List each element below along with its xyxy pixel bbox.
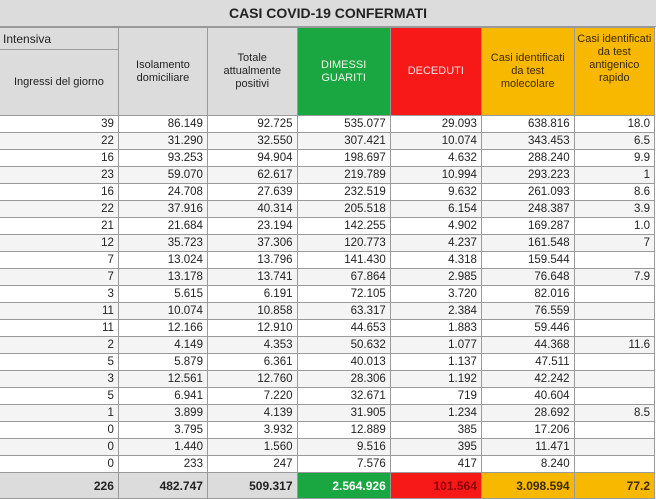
cell-molecolare: 261.093 <box>481 184 574 201</box>
cell-molecolare: 42.242 <box>481 371 574 388</box>
cell-dimessi: 31.905 <box>297 405 390 422</box>
cell-antigenico <box>574 439 654 456</box>
cell-antigenico: 18.0 <box>574 116 654 133</box>
covid-cases-table <box>0 27 655 499</box>
table-row <box>0 218 655 235</box>
cell-deceduti: 1.192 <box>390 371 481 388</box>
cell-deceduti: 1.883 <box>390 320 481 337</box>
cell-ingressi: 11 <box>0 303 118 320</box>
cell-positivi: 12.910 <box>207 320 297 337</box>
total-positivi: 509.317 <box>207 473 297 499</box>
cell-antigenico: 1 <box>574 167 654 184</box>
cell-isolamento: 12.166 <box>118 320 207 337</box>
cell-antigenico: 6.5 <box>574 133 654 150</box>
cell-molecolare: 638.816 <box>481 116 574 133</box>
cell-deceduti: 2.384 <box>390 303 481 320</box>
cell-deceduti: 3.720 <box>390 286 481 303</box>
cell-isolamento: 1.440 <box>118 439 207 456</box>
cell-positivi: 23.194 <box>207 218 297 235</box>
table-row <box>0 337 655 354</box>
cell-deceduti: 395 <box>390 439 481 456</box>
cell-ingressi: 16 <box>0 150 118 167</box>
cell-molecolare: 288.240 <box>481 150 574 167</box>
cell-positivi: 6.361 <box>207 354 297 371</box>
cell-dimessi: 232.519 <box>297 184 390 201</box>
total-molecolare: 3.098.594 <box>481 473 574 499</box>
cell-dimessi: 28.306 <box>297 371 390 388</box>
table-row <box>0 405 655 422</box>
cell-positivi: 4.139 <box>207 405 297 422</box>
cell-deceduti: 10.994 <box>390 167 481 184</box>
cell-dimessi: 219.789 <box>297 167 390 184</box>
cell-isolamento: 6.941 <box>118 388 207 405</box>
cell-positivi: 37.306 <box>207 235 297 252</box>
cell-deceduti: 6.154 <box>390 201 481 218</box>
table-row <box>0 439 655 456</box>
intensiva-group-header: Intensiva <box>0 28 118 50</box>
cell-dimessi: 44.653 <box>297 320 390 337</box>
cell-antigenico: 3.9 <box>574 201 654 218</box>
table-row <box>0 286 655 303</box>
cell-isolamento: 3.899 <box>118 405 207 422</box>
table-row <box>0 150 655 167</box>
cell-molecolare: 82.016 <box>481 286 574 303</box>
cell-positivi: 40.314 <box>207 201 297 218</box>
cell-ingressi: 1 <box>0 405 118 422</box>
cell-ingressi: 3 <box>0 286 118 303</box>
cell-antigenico <box>574 371 654 388</box>
cell-molecolare: 169.287 <box>481 218 574 235</box>
total-dimessi: 2.564.926 <box>297 473 390 499</box>
table-row <box>0 184 655 201</box>
cell-molecolare: 293.223 <box>481 167 574 184</box>
cell-dimessi: 7.576 <box>297 456 390 473</box>
cell-deceduti: 4.902 <box>390 218 481 235</box>
table-row <box>0 422 655 439</box>
cell-deceduti: 4.632 <box>390 150 481 167</box>
table-row <box>0 235 655 252</box>
cell-dimessi: 142.255 <box>297 218 390 235</box>
total-deceduti: 101.564 <box>390 473 481 499</box>
header-antigenico: Casi identificati da test antigenico rapido <box>574 28 654 116</box>
cell-isolamento: 5.879 <box>118 354 207 371</box>
cell-positivi: 6.191 <box>207 286 297 303</box>
cell-antigenico: 8.5 <box>574 405 654 422</box>
table-row <box>0 133 655 150</box>
cell-isolamento: 59.070 <box>118 167 207 184</box>
cell-antigenico <box>574 354 654 371</box>
cell-isolamento: 35.723 <box>118 235 207 252</box>
cell-antigenico <box>574 388 654 405</box>
cell-antigenico <box>574 303 654 320</box>
cell-molecolare: 76.559 <box>481 303 574 320</box>
cell-dimessi: 40.013 <box>297 354 390 371</box>
cell-dimessi: 120.773 <box>297 235 390 252</box>
header-dimessi: DIMESSI GUARITI <box>297 28 390 116</box>
total-isolamento: 482.747 <box>118 473 207 499</box>
cell-dimessi: 205.518 <box>297 201 390 218</box>
cell-positivi: 13.741 <box>207 269 297 286</box>
cell-ingressi: 5 <box>0 354 118 371</box>
cell-deceduti: 2.985 <box>390 269 481 286</box>
group-header-row <box>0 28 655 50</box>
cell-dimessi: 535.077 <box>297 116 390 133</box>
cell-ingressi: 22 <box>0 133 118 150</box>
cell-positivi: 92.725 <box>207 116 297 133</box>
cell-dimessi: 141.430 <box>297 252 390 269</box>
cell-molecolare: 159.544 <box>481 252 574 269</box>
cell-molecolare: 11.471 <box>481 439 574 456</box>
cell-positivi: 94.904 <box>207 150 297 167</box>
cell-antigenico: 7 <box>574 235 654 252</box>
cell-ingressi: 39 <box>0 116 118 133</box>
cell-isolamento: 24.708 <box>118 184 207 201</box>
cell-positivi: 4.353 <box>207 337 297 354</box>
table-body <box>0 116 655 473</box>
cell-isolamento: 5.615 <box>118 286 207 303</box>
cell-positivi: 10.858 <box>207 303 297 320</box>
cell-deceduti: 4.237 <box>390 235 481 252</box>
cell-antigenico: 11.6 <box>574 337 654 354</box>
total-antigenico: 77.2 <box>574 473 654 499</box>
cell-isolamento: 31.290 <box>118 133 207 150</box>
cell-deceduti: 1.137 <box>390 354 481 371</box>
cell-dimessi: 198.697 <box>297 150 390 167</box>
cell-isolamento: 13.178 <box>118 269 207 286</box>
cell-molecolare: 47.511 <box>481 354 574 371</box>
cell-antigenico: 1.0 <box>574 218 654 235</box>
cell-isolamento: 86.149 <box>118 116 207 133</box>
cell-deceduti: 29.093 <box>390 116 481 133</box>
cell-molecolare: 161.548 <box>481 235 574 252</box>
cell-antigenico <box>574 286 654 303</box>
cell-ingressi: 0 <box>0 422 118 439</box>
cell-antigenico <box>574 456 654 473</box>
cell-antigenico <box>574 320 654 337</box>
cell-ingressi: 23 <box>0 167 118 184</box>
cell-isolamento: 12.561 <box>118 371 207 388</box>
cell-molecolare: 343.453 <box>481 133 574 150</box>
cell-dimessi: 50.632 <box>297 337 390 354</box>
cell-deceduti: 1.077 <box>390 337 481 354</box>
cell-positivi: 62.617 <box>207 167 297 184</box>
cell-positivi: 7.220 <box>207 388 297 405</box>
cell-dimessi: 63.317 <box>297 303 390 320</box>
cell-antigenico: 7.9 <box>574 269 654 286</box>
cell-ingressi: 12 <box>0 235 118 252</box>
cell-ingressi: 16 <box>0 184 118 201</box>
cell-isolamento: 3.795 <box>118 422 207 439</box>
cell-antigenico: 8.6 <box>574 184 654 201</box>
cell-isolamento: 21.684 <box>118 218 207 235</box>
cell-isolamento: 93.253 <box>118 150 207 167</box>
cell-ingressi: 5 <box>0 388 118 405</box>
cell-molecolare: 59.446 <box>481 320 574 337</box>
cell-isolamento: 4.149 <box>118 337 207 354</box>
cell-ingressi: 11 <box>0 320 118 337</box>
cell-molecolare: 8.240 <box>481 456 574 473</box>
cell-isolamento: 37.916 <box>118 201 207 218</box>
cell-dimessi: 32.671 <box>297 388 390 405</box>
table-row <box>0 388 655 405</box>
cell-deceduti: 1.234 <box>390 405 481 422</box>
header-molecolare: Casi identificati da test molecolare <box>481 28 574 116</box>
cell-isolamento: 10.074 <box>118 303 207 320</box>
table-row <box>0 116 655 133</box>
cell-deceduti: 417 <box>390 456 481 473</box>
cell-dimessi: 307.421 <box>297 133 390 150</box>
table-row <box>0 167 655 184</box>
cell-positivi: 12.760 <box>207 371 297 388</box>
cell-deceduti: 385 <box>390 422 481 439</box>
cell-antigenico: 9.9 <box>574 150 654 167</box>
cell-positivi: 27.639 <box>207 184 297 201</box>
cell-molecolare: 248.387 <box>481 201 574 218</box>
cell-antigenico <box>574 252 654 269</box>
cell-ingressi: 21 <box>0 218 118 235</box>
total-ingressi: 226 <box>0 473 118 499</box>
cell-dimessi: 72.105 <box>297 286 390 303</box>
cell-deceduti: 719 <box>390 388 481 405</box>
cell-molecolare: 76.648 <box>481 269 574 286</box>
cell-positivi: 247 <box>207 456 297 473</box>
cell-positivi: 13.796 <box>207 252 297 269</box>
cell-positivi: 1.560 <box>207 439 297 456</box>
cell-molecolare: 17.206 <box>481 422 574 439</box>
cell-deceduti: 4.318 <box>390 252 481 269</box>
header-totale: Totale attualmente positivi <box>207 28 297 116</box>
cell-ingressi: 0 <box>0 439 118 456</box>
cell-positivi: 32.550 <box>207 133 297 150</box>
cell-antigenico <box>574 422 654 439</box>
table-row <box>0 456 655 473</box>
header-isolamento: Isolamento domiciliare <box>118 28 207 116</box>
header-ingressi: Ingressi del giorno <box>0 50 118 116</box>
cell-ingressi: 22 <box>0 201 118 218</box>
cell-dimessi: 12.889 <box>297 422 390 439</box>
cell-dimessi: 9.516 <box>297 439 390 456</box>
table-row <box>0 252 655 269</box>
cell-isolamento: 13.024 <box>118 252 207 269</box>
cell-ingressi: 3 <box>0 371 118 388</box>
table-row <box>0 269 655 286</box>
cell-dimessi: 67.864 <box>297 269 390 286</box>
cell-isolamento: 233 <box>118 456 207 473</box>
cell-positivi: 3.932 <box>207 422 297 439</box>
cell-ingressi: 2 <box>0 337 118 354</box>
totals-row <box>0 473 655 499</box>
cell-ingressi: 7 <box>0 269 118 286</box>
cell-molecolare: 28.692 <box>481 405 574 422</box>
table-row <box>0 371 655 388</box>
table-title: CASI COVID-19 CONFERMATI <box>0 0 656 27</box>
cell-ingressi: 7 <box>0 252 118 269</box>
cell-ingressi: 0 <box>0 456 118 473</box>
table-row <box>0 201 655 218</box>
cell-molecolare: 40.604 <box>481 388 574 405</box>
cell-deceduti: 10.074 <box>390 133 481 150</box>
table-row <box>0 354 655 371</box>
table-row <box>0 320 655 337</box>
header-deceduti: DECEDUTI <box>390 28 481 116</box>
table-row <box>0 303 655 320</box>
cell-molecolare: 44.368 <box>481 337 574 354</box>
cell-deceduti: 9.632 <box>390 184 481 201</box>
